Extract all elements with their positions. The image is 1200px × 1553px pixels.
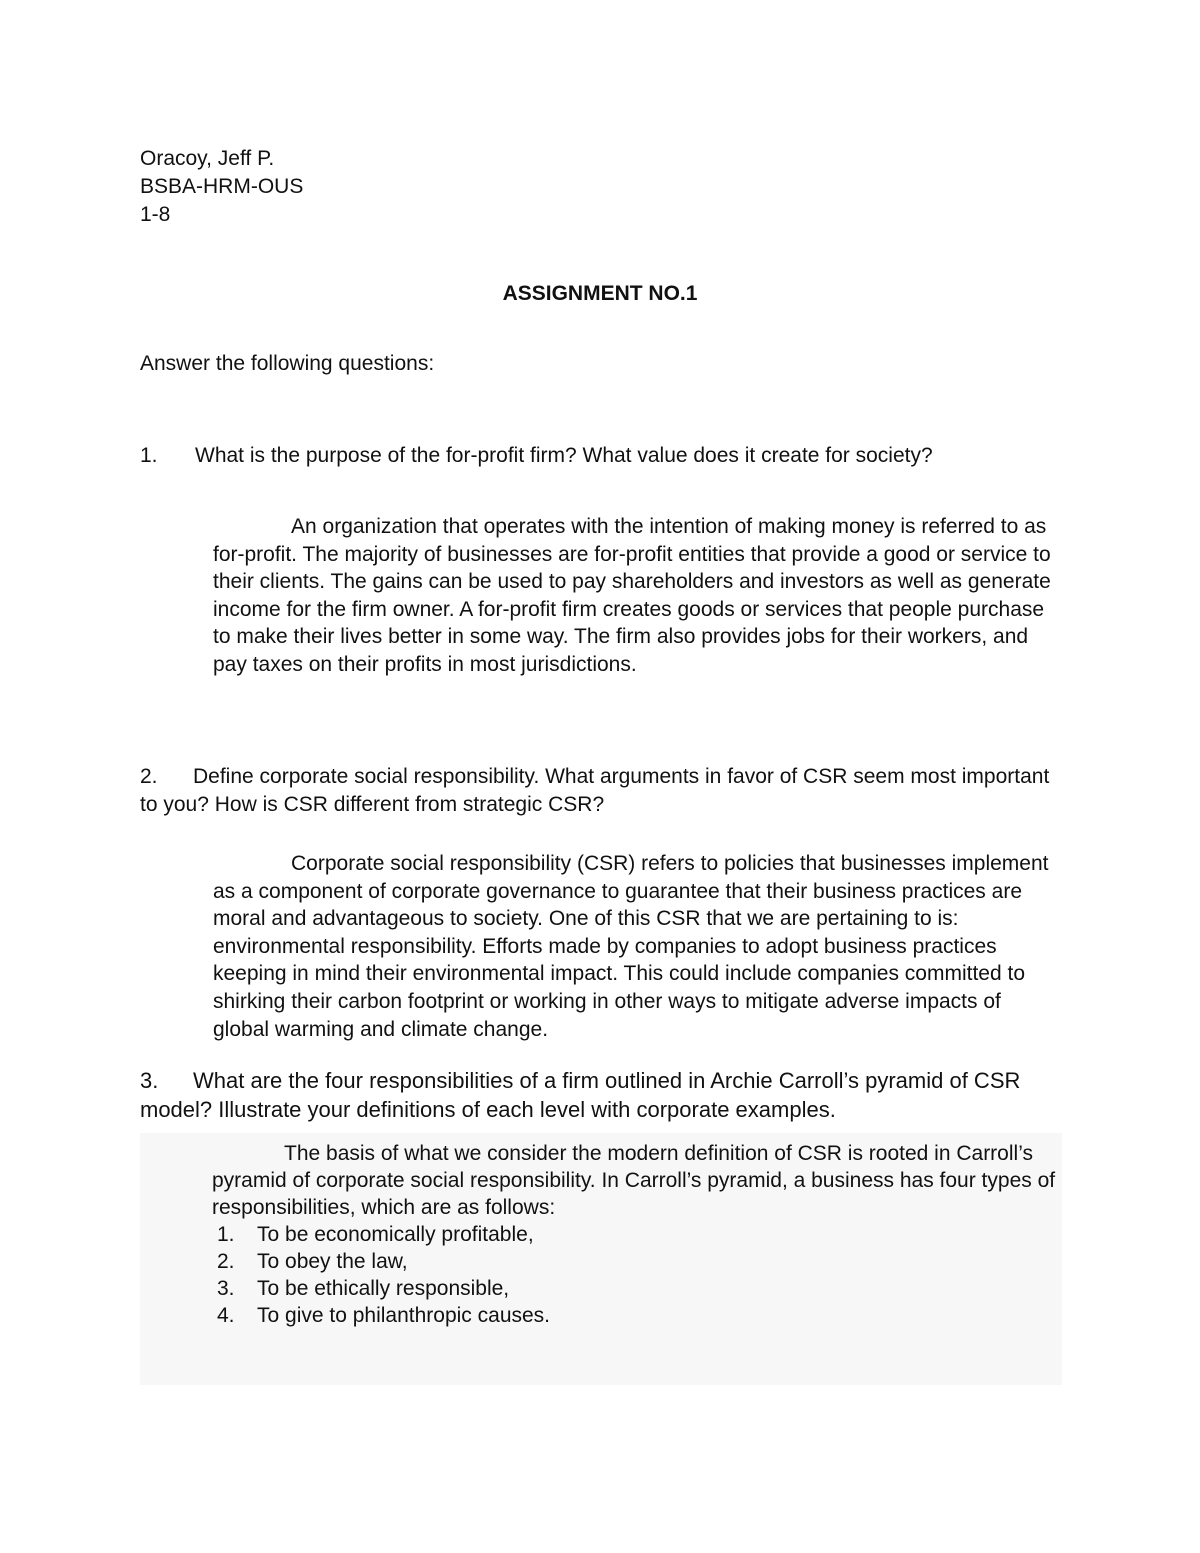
list-item-text: To give to philanthropic causes. [257,1304,551,1327]
list-item [217,1221,550,1248]
question-1-text: What is the purpose of the for-profit firm? What value does it create for society? [195,444,933,467]
answer-1: An organization that operates with the intention of making money is referred to as for-profit. The majority of businesses are for-profit entities that provide a good or service to their clients. The gains can be used to pay shareholders and investors as well as generate income for the firm owner. A for-profit firm creates goods or services that people purchase to make their lives better in some way. The firm also provides jobs for their workers, and pay taxes on their profits in most jurisdictions. [213,515,1051,676]
answer-2: Corporate social responsibility (CSR) refers to policies that businesses implement as a component of corporate governance to guarantee that their business practices are moral and advantageous to society. One of this CSR that we are pertaining to is: environmental responsibility. Efforts made by companies to adopt business practices keeping in mind their environmental impact. This could include companies committed to shirking their carbon footprint or working in other ways to mitigate adverse impacts of global warming and climate change. [213,852,1049,1041]
list-item [217,1302,550,1329]
student-program: BSBA-HRM-OUS [140,175,304,198]
assignment-title: ASSIGNMENT NO.1 [502,282,698,305]
question-1-number: 1. [140,444,158,467]
list-item-text: To obey the law, [257,1250,408,1273]
student-section: 1-8 [140,203,171,226]
instructions: Answer the following questions: [140,352,435,375]
answer-3: The basis of what we consider the modern definition of CSR is rooted in Carroll’s pyramid of corporate social responsibility. In Carroll’s pyramid, a business has four types of responsibilities, which are as follows: [212,1142,1056,1219]
list-item-number: 1. [217,1223,235,1246]
list-item-number: 4. [217,1304,235,1327]
list-item [217,1248,550,1275]
question-2 [140,763,1060,818]
list-item-text: To be ethically responsible, [257,1277,510,1300]
question-3-text: What are the four responsibilities of a firm outlined in Archie Carroll’s pyramid of CSR model? Illustrate your definitions of each level with corporate examples. [140,1068,1021,1122]
list-item-number: 3. [217,1277,235,1300]
question-3 [140,1066,1060,1124]
list-item-number: 2. [217,1250,235,1273]
question-2-text: Define corporate social responsibility. What arguments in favor of CSR seem most important to you? How is CSR different from strategic CSR? [140,765,1050,816]
list-item-text: To be economically profitable, [257,1223,534,1246]
question-3-number: 3. [140,1068,159,1093]
question-2-number: 2. [140,765,158,788]
student-name: Oracoy, Jeff P. [140,147,275,170]
list-item [217,1275,550,1302]
responsibilities-list [217,1221,550,1329]
